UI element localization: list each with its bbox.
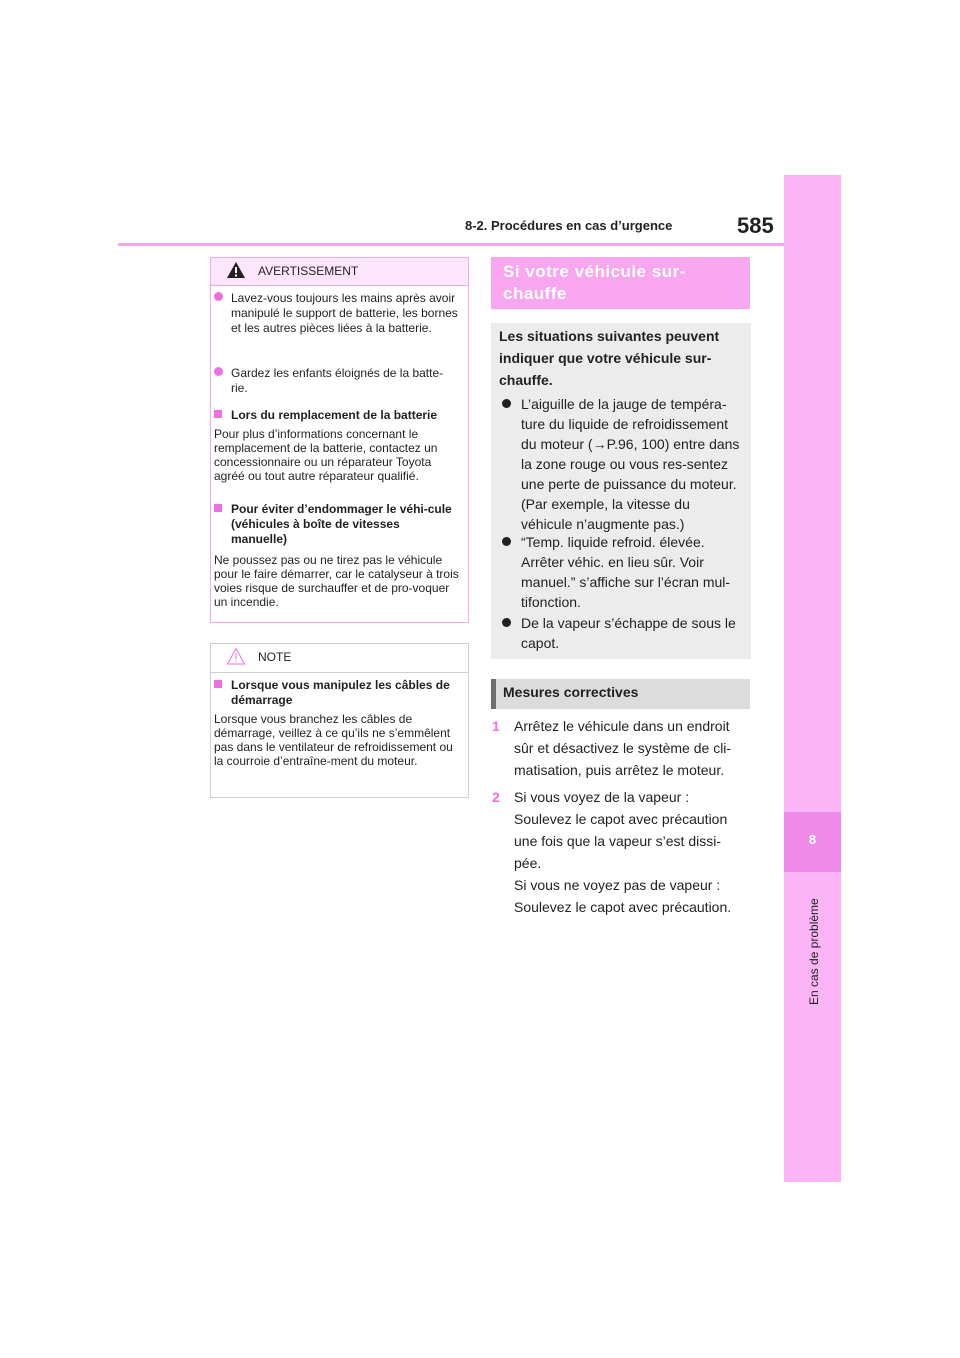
warning-subheading-text: Pour éviter d’endommager le véhi-cule (véhicules à boîte de vitesses manuelle) bbox=[231, 502, 452, 546]
step-text: Arrêtez le véhicule dans un endroit sûr et désactivez le système de cli-matisation, puis arrêtez le moteur. bbox=[514, 718, 732, 778]
note-subheading-text: Lorsque vous manipulez les câbles de démarrage bbox=[231, 678, 450, 707]
situation-text: “Temp. liquide refroid. élevée. Arrêter véhic. en lieu sûr. Voir manuel.” s’affiche sur l’écran mul-tifonction. bbox=[521, 534, 731, 610]
step-text-continued: Si vous ne voyez pas de vapeur : Soulevez le capot avec précaution. bbox=[514, 877, 732, 915]
bullet-dot-icon bbox=[502, 537, 511, 546]
warning-paragraph: Ne poussez pas ou ne tirez pas le véhicule pour le faire démarrer, car le catalyseur à trois voies risque de surchauffer et de pro-voquer un incendie. bbox=[214, 553, 459, 609]
step-number: 2 bbox=[492, 789, 500, 805]
note-header bbox=[211, 644, 468, 673]
section-heading: Si votre véhicule sur-chauffe bbox=[503, 262, 686, 303]
warning-bullet-text: Lavez-vous toujours les mains après avoir manipulé le support de batterie, les bornes et les autres pièces liées à la batterie. bbox=[231, 291, 458, 335]
situation-item bbox=[502, 394, 745, 534]
page-number: 585 bbox=[737, 213, 774, 238]
warning-subheading-text: Lors du remplacement de la batterie bbox=[231, 408, 438, 422]
situation-item bbox=[502, 532, 745, 612]
header-rule bbox=[118, 243, 784, 246]
warning-bullet bbox=[214, 291, 458, 336]
situations-intro: Les situations suivantes peuvent indiquer que votre véhicule sur-chauffe. bbox=[499, 328, 720, 388]
warning-subheading bbox=[214, 408, 458, 423]
bullet-square-icon bbox=[214, 410, 222, 418]
bullet-dot-icon bbox=[502, 399, 511, 408]
bullet-dot-icon bbox=[502, 618, 511, 627]
chapter-side-tab bbox=[784, 175, 841, 1182]
subsection-heading: Mesures correctives bbox=[503, 684, 639, 700]
situation-text: De la vapeur s’échappe de sous le capot. bbox=[521, 615, 736, 651]
note-paragraph: Lorsque vous branchez les câbles de démarrage, veillez à ce qu’ils ne s’emmêlent pas dans le ventilateur de refroidissement ou la courroie d’entraîne-ment du moteur. bbox=[214, 712, 453, 768]
situation-item bbox=[502, 613, 745, 653]
caution-triangle-icon bbox=[226, 647, 246, 665]
warning-paragraph: Pour plus d’informations concernant le remplacement de la batterie, contactez un concessionnaire ou un réparateur Toyota agréé ou tout autre réparateur qualifié. bbox=[214, 427, 438, 483]
step-text: Si vous voyez de la vapeur : Soulevez le capot avec précaution une fois que la vapeur s’est dissi-pée. bbox=[514, 789, 728, 871]
note-title: NOTE bbox=[258, 650, 292, 664]
warning-bullet bbox=[214, 366, 458, 396]
bullet-square-icon bbox=[214, 504, 222, 512]
step-number: 1 bbox=[492, 718, 500, 734]
warning-bullet-text: Gardez les enfants éloignés de la batte-rie. bbox=[231, 366, 444, 395]
bullet-dot-icon bbox=[214, 367, 223, 376]
bullet-square-icon bbox=[214, 680, 222, 688]
step-item bbox=[492, 715, 747, 781]
warning-subheading bbox=[214, 502, 458, 547]
step-item bbox=[492, 786, 747, 918]
situation-text: L’aiguille de la jauge de tempéra-ture du liquide de refroidissement du moteur (→P.96, 100) entre dans la zone rouge ou vous res-sentez une perte de puissance du moteur. (Par exemple, la vitesse du véhicule n’augmente pas.) bbox=[521, 396, 740, 532]
section-title: 8-2. Procédures en cas d’urgence bbox=[465, 218, 673, 233]
note-subheading bbox=[214, 678, 458, 708]
chapter-label: En cas de problème bbox=[807, 898, 821, 1005]
bullet-dot-icon bbox=[214, 292, 223, 301]
warning-triangle-icon bbox=[226, 261, 246, 279]
chapter-number: 8 bbox=[808, 832, 817, 847]
warning-title: AVERTISSEMENT bbox=[258, 264, 359, 278]
